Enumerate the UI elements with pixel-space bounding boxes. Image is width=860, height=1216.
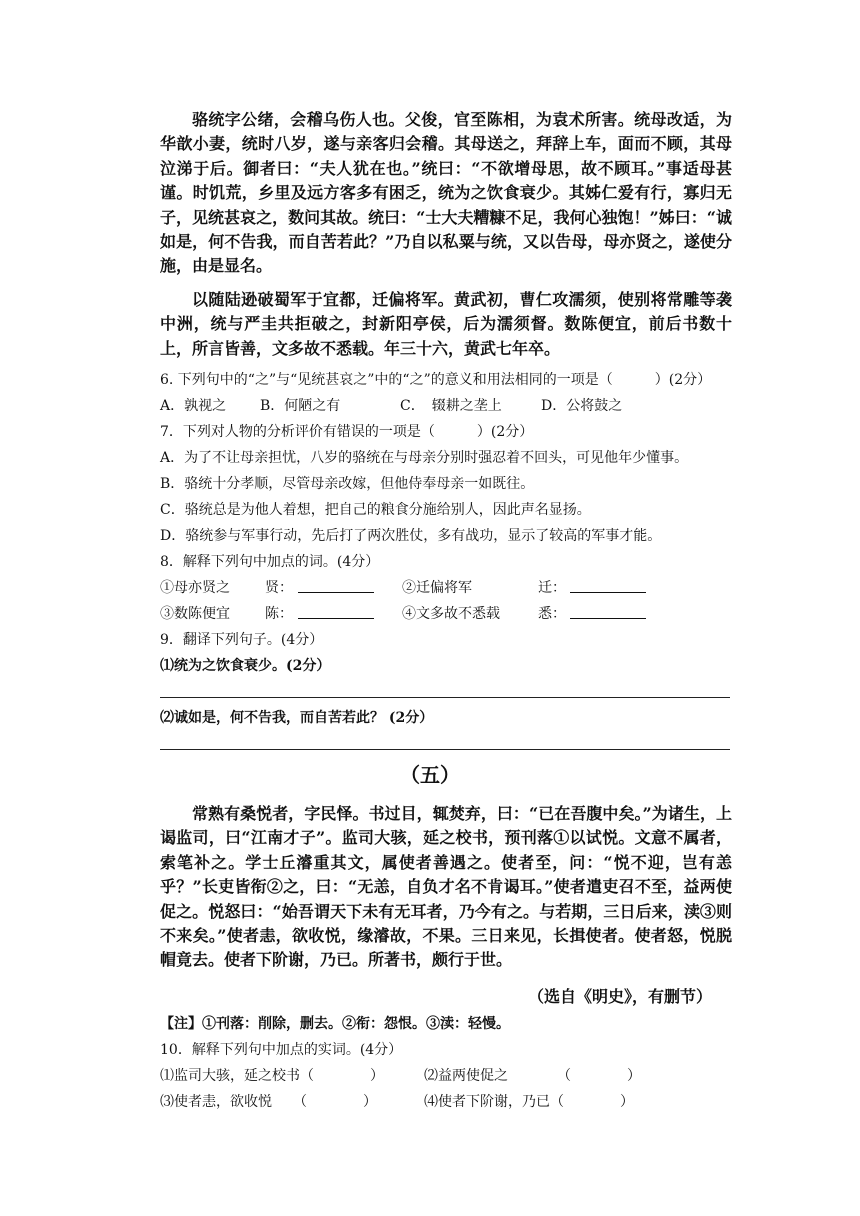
answer-blank-4[interactable] xyxy=(570,604,646,625)
question-7-option-d: D．骆统参与军事行动，先后打了两次胜仗，多有战功，显示了较高的军事才能。 xyxy=(160,528,662,544)
question-6-stem: 6. 下列句中的“之”与“见统甚哀之”中的“之”的意义和用法相同的一项是（ ）(2分） xyxy=(160,372,712,388)
question-10-item-4: ⑷使者下阶谢，乃已（ ） xyxy=(424,1094,634,1110)
question-6-option-c: C． 辍耕之垄上 xyxy=(400,398,502,414)
question-8-label-3: 陈： xyxy=(265,606,293,622)
question-8-item-1: ①母亦贤之 xyxy=(160,580,230,596)
answer-blank-1[interactable] xyxy=(298,578,374,599)
annotation-note: 【注】①刊落：削除，删去。②衔：怨恨。③渎：轻慢。 xyxy=(160,1016,510,1032)
answer-line-1[interactable] xyxy=(160,697,730,698)
question-7-stem: 7．下列对人物的分析评价有错误的一项是（ ）(2分） xyxy=(160,424,534,440)
question-10-item-2: ⑵益两使促之 （ ） xyxy=(424,1068,641,1084)
passage-paragraph-2: 以随陆逊破蜀军于宜都，迁偏将军。黄武初，曹仁攻濡须，使别将常雕等袭中洲，统与严圭共拒破之，封新阳亭侯，后为濡须督。数陈便宜，前后书数十上，所言皆善，文多故不悉载。年三十六，黄武七年卒。 xyxy=(160,290,732,358)
question-7-option-b: B．骆统十分孝顺，尽管母亲改嫁，但他侍奉母亲一如既往。 xyxy=(160,476,535,492)
question-8-stem: 8．解释下列句中加点的词。(4分） xyxy=(160,554,380,570)
question-6-option-b: B．何陋之有 xyxy=(260,398,341,414)
question-9-stem: 9．翻译下列句子。(4分） xyxy=(160,632,324,648)
question-8-item-4: ④文多故不悉载 xyxy=(402,606,500,622)
section-heading: （五） xyxy=(400,763,460,787)
source-citation: （选自《明史》，有删节） xyxy=(527,987,712,1006)
answer-blank-3[interactable] xyxy=(298,604,374,625)
question-7-option-c: C．骆统总是为他人着想，把自己的粮食分施给别人，因此声名显扬。 xyxy=(160,502,591,518)
question-10-stem: 10．解释下列句中加点的实词。(4分） xyxy=(160,1042,403,1058)
question-9-sentence-2: ⑵诚如是，何不告我，而自苦若此？ (2分） xyxy=(160,710,434,726)
question-8-item-2: ②迁偏将军 xyxy=(402,580,472,596)
passage-paragraph-1: 骆统字公绪，会稽乌伤人也。父俊，官至陈相，为袁术所害。统母改适，为华歆小妻，统时八岁，遂与亲客归会稽。其母送之，拜辞上车，面而不顾，其母泣涕于后。御者曰：“夫人犹在也。”统曰：“不欲增母思，故不顾耳。”事适母甚谨。时饥荒，乡里及远方客多有困乏，统为之饮食衰少。其姊仁爱有行，寡归无子，见统甚哀之，数问其故。统曰：“士大夫糟糠不足，我何心独饱！”姊曰：“诚如是，何不告我，而自苦若此？”乃自以私粟与统，又以告母，母亦贤之，遂使分施，由是显名。 xyxy=(160,110,732,276)
question-10-item-1: ⑴监司大骇，延之校书（ ） xyxy=(160,1068,384,1084)
passage-5-paragraph: 常熟有桑悦者，字民怿。书过目，辄焚弃，曰：“已在吾腹中矣。”为诸生，上谒监司，曰“江南才子”。监司大骇，延之校书，预刊落①以试悦。文意不属者，索笔补之。学士丘濬重其文，属使者善遇之。使者至，问：“悦不迎，岂有恙乎？”长吏皆衔②之，曰：“无恙，自负才名不肯谒耳。”使者遣吏召不至，益两使促之。悦怒曰：“始吾谓天下未有无耳者，乃今有之。与若期，三日后来，渎③则不来矣。”使者恚，欲收悦，缘濬故，不果。三日来见，长揖使者。使者怒，悦脱帽竟去。使者下阶谢，乃已。所著书，颇行于世。 xyxy=(160,804,732,970)
question-8-label-1: 贤： xyxy=(265,580,293,596)
question-6-option-a: A．孰视之 xyxy=(160,398,227,414)
question-10-item-3: ⑶使者恚，欲收悦 （ ） xyxy=(160,1094,377,1110)
question-8-label-4: 悉： xyxy=(538,606,566,622)
question-7-option-a: A．为了不让母亲担忧，八岁的骆统在与母亲分别时强忍着不回头，可见他年少懂事。 xyxy=(160,450,689,466)
question-6-option-d: D．公将鼓之 xyxy=(541,398,623,414)
question-8-item-3: ③数陈便宜 xyxy=(160,606,230,622)
answer-blank-2[interactable] xyxy=(570,578,646,599)
question-9-sentence-1: ⑴统为之饮食衰少。(2分） xyxy=(160,658,331,674)
answer-line-2[interactable] xyxy=(160,749,730,750)
question-8-label-2: 迁： xyxy=(538,580,566,596)
